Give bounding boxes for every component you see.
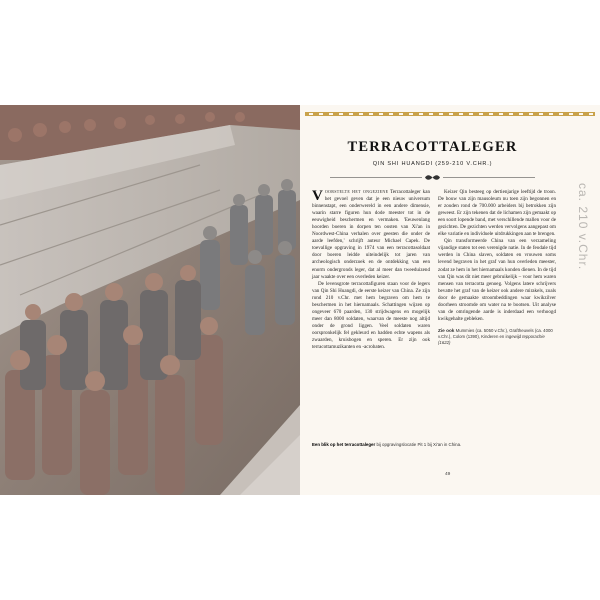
article-title: TERRACOTTALEGER	[347, 139, 518, 155]
drop-cap: V	[312, 188, 323, 204]
side-date: ca. 210 v.Chr.	[576, 183, 590, 271]
caption-bold: Een blik op het terracottaleger	[312, 442, 376, 447]
see-also-label: Zie ook	[438, 327, 455, 333]
terracotta-army-photo	[0, 105, 300, 495]
paragraph: Qin transformeerde China van een verzameling vijandige staten tot een verenigde natie. In de feodale tijd werden in China slaven, soldaten en vrouwen soms levend begraven in het graf van hun overleden meester, zodat ze hem in het hiernamaals konden dienen. In de tijd van Qin was dit niet meer gebruikelijk – voor hem waren mensen van terracotta genoeg. Volgens latere schrijvers bevatte het graf van de keizer ook andere mirakels, zoals door de gemaakte stroombeddingen waar kwikzilver doorheen stroomde om water na te bootsen. Uit analyse van de omringende aarde is inderdaad een verhoogd kwikgehalte gebleken.	[438, 238, 556, 322]
page-number: 49	[445, 472, 451, 477]
article-page	[300, 105, 600, 495]
lead-in: oorstelte het ongeziene	[324, 189, 389, 195]
see-also-text-2: tepporachie (1622)	[438, 333, 545, 345]
text-column-2	[438, 189, 556, 346]
paragraph: Keizer Qin besteeg op dertienjarige leeftijd de troon. De bouw van zijn mausoleum nu toen zijn begonnen en er zouden rond de 700.000 arbeiders bij betrokken zijn geweest. Er zijn tekenen dat de lichamen zijn gemaakt op een soort lopende band, met verschillende mallen voor de gezichten. De gezichten werden vervolgens aangepast om elke variatie en individuele uitdrukkingen aan te brengen.	[438, 189, 556, 238]
article-subtitle: QIN SHI HUANGDI (259-210 V.CHR.)	[372, 161, 493, 167]
see-also-text: Mummies (ca. 5050 v.Chr.), Graftheuvels (ca. 4000 v.Chr.), Colom (1390), Kinderen en ingewijd	[438, 327, 553, 339]
photo-caption	[312, 442, 562, 447]
ornament-divider	[330, 173, 535, 182]
book-spread	[0, 105, 600, 495]
ornament-border	[305, 107, 595, 121]
text-column-1	[312, 189, 430, 351]
paragraph: De levensgrote terracottafiguren staan voor de legers van Qin Shi Huangdi, de eerste keizer van China. Ze zijn rond 210 v.Chr. met hem begraven om hem te beschermen in het hiernamaals. Schattingen wijzen op ongeveer 670 paarden, 130 strijdwagens en mogelijk meer dan 8000 soldaten, waarvan de meeste nog altijd onder de grond liggen. Veel soldaten waren oorspronkelijk fel gekleurd en hadden echte wapens als zwaarden, kruisbogen en speren. Er zijn ook terracottamuzikanten en -acrobaten.	[312, 280, 430, 351]
paragraph: Terracottaleger kan het gevoel geven dat je een nieuw universum binnenstapt, een onderwereld in een andere dimensie, waarin starre figuren hun dode meester tot in de eeuwigheid beschermen en vermaken. 'Eeuwenlang hoorden boeren in dorpen ten oosten van Xi'an in Noordwest-China verhalen over geesten die onder de aarde leefden,' schrijft auteur Michael Capek. De toevallige opgraving in 1974 van een terracottasoldaat door boeren leidde uiteindelijk tot jaren van archeologisch onderzoek en de ontdekking van een enorm ondergronds leger, dat al meer dan tweeduizend jaar waakte over een overleden keizer.	[312, 189, 430, 280]
caption-text: bij opgravingslocatie Pit 1 bij Xi'an in China.	[376, 442, 462, 447]
see-also-box	[438, 328, 556, 346]
